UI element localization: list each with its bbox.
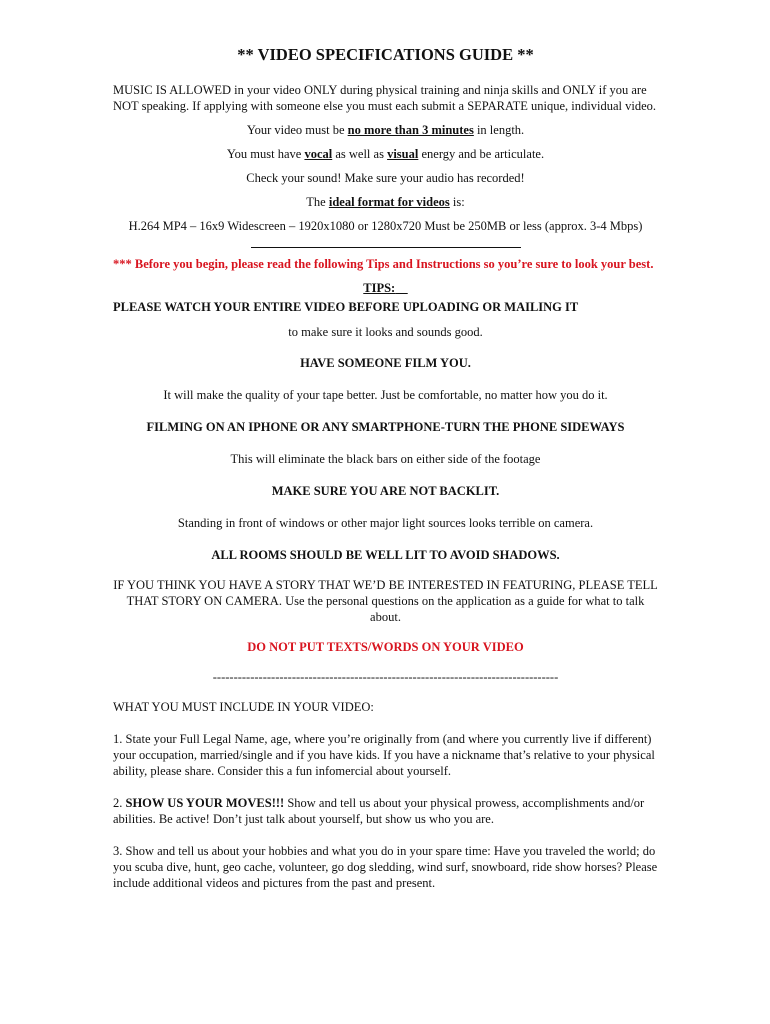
- length-emphasis: no more than 3 minutes: [347, 123, 474, 137]
- energy-visual: visual: [387, 147, 419, 161]
- tips-heading: TIPS:: [363, 281, 396, 295]
- intro-paragraph: MUSIC IS ALLOWED in your video ONLY during physical training and ninja skills and ONLY if you are NOT speaking. If applying with someone else you must each submit a SEPARATE unique, individual video.: [113, 83, 656, 113]
- include-item-2: [113, 795, 658, 827]
- tip-heading: FILMING ON AN IPHONE OR ANY SMARTPHONE-TURN THE PHONE SIDEWAYS: [146, 420, 625, 434]
- document-page: [113, 44, 658, 899]
- warning-text: *** Before you begin, please read the following Tips and Instructions so you’re sure to look your best.: [113, 257, 654, 271]
- item2-body: Show and tell us about your physical prowess, accomplishments and/or abilities. Be active! Don’t just talk about yourself, but show us who you are.: [113, 796, 645, 826]
- format-spec: H.264 MP4 – 16x9 Widescreen – 1920x1080 or 1280x720 Must be 250MB or less (approx. 3-4 Mbps): [128, 219, 643, 233]
- length-post: in length.: [473, 123, 525, 137]
- document-title: ** VIDEO SPECIFICATIONS GUIDE **: [237, 45, 534, 64]
- tip-heading: ALL ROOMS SHOULD BE WELL LIT TO AVOID SHADOWS.: [211, 548, 560, 562]
- length-requirement: [113, 122, 658, 138]
- tip-heading: HAVE SOMEONE FILM YOU.: [300, 356, 471, 370]
- energy-requirement: [113, 146, 658, 162]
- include-heading: WHAT YOU MUST INCLUDE IN YOUR VIDEO:: [113, 700, 374, 714]
- tips-heading-wrap: [113, 280, 658, 296]
- tips-heading-underline: [395, 281, 408, 295]
- format-emphasis: ideal format for videos: [328, 195, 450, 209]
- length-pre: Your video must be: [246, 123, 348, 137]
- story-paragraph: IF YOU THINK YOU HAVE A STORY THAT WE’D BE INTERESTED IN FEATURING, PLEASE TELL THAT STORY ON CAMERA. Use the personal questions on the application as a guide for what to talk about.: [113, 578, 658, 624]
- tip-body: This will eliminate the black bars on either side of the footage: [230, 452, 541, 466]
- tip-body: It will make the quality of your tape better. Just be comfortable, no matter how you do it.: [163, 388, 608, 402]
- horizontal-rule: [251, 234, 521, 248]
- energy-vocal: vocal: [304, 147, 333, 161]
- tip-body: Standing in front of windows or other major light sources looks terrible on camera.: [177, 516, 594, 530]
- sound-check: Check your sound! Make sure your audio has recorded!: [246, 171, 525, 185]
- item2-emphasis: SHOW US YOUR MOVES!!!: [125, 796, 285, 810]
- include-item-3: 3. Show and tell us about your hobbies and what you do in your spare time: Have you traveled the world; do you scuba dive, hunt, geo cache, volunteer, go dog sledding, wind surf, snowboard, ride show horses? Please include additional videos and pictures from the past and present.: [113, 844, 658, 890]
- format-post: is:: [449, 195, 465, 209]
- format-intro: [113, 194, 658, 210]
- item2-number: 2.: [113, 796, 126, 810]
- no-text-warning: DO NOT PUT TEXTS/WORDS ON YOUR VIDEO: [247, 640, 524, 654]
- energy-mid: as well as: [332, 147, 388, 161]
- dashed-divider: -----------------------------------------------------------------------------------: [212, 670, 559, 684]
- energy-pre: You must have: [226, 147, 305, 161]
- tip-heading: MAKE SURE YOU ARE NOT BACKLIT.: [271, 484, 500, 498]
- include-item-1: 1. State your Full Legal Name, age, where you’re originally from (and where you currently live if different) your occupation, married/single and if you have kids. If you have a nickname that’s relative to your physical ability, please share. Consider this a fun infomercial about yourself.: [113, 732, 655, 778]
- energy-post: energy and be articulate.: [418, 147, 545, 161]
- format-pre: The: [306, 195, 329, 209]
- tip-body: to make sure it looks and sounds good.: [288, 325, 483, 339]
- tip-heading: PLEASE WATCH YOUR ENTIRE VIDEO BEFORE UPLOADING OR MAILING IT: [113, 300, 579, 314]
